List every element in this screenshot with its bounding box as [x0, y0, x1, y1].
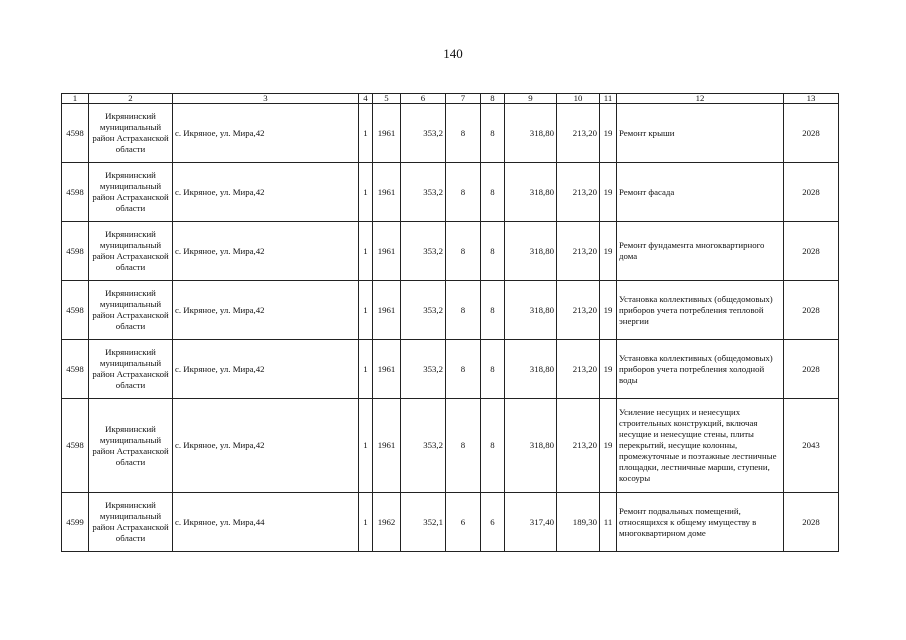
header-cell: 7	[446, 94, 481, 104]
cell-id: 4598	[62, 104, 89, 163]
cell-id: 4599	[62, 493, 89, 552]
header-cell: 10	[557, 94, 600, 104]
table-row	[62, 493, 839, 552]
cell-col4: 1	[359, 222, 373, 281]
cell-year: 1961	[373, 104, 401, 163]
cell-col7: 8	[446, 163, 481, 222]
cell-district: Икрянинский муниципальный район Астраханской области	[89, 399, 173, 493]
cell-district: Икрянинский муниципальный район Астраханской области	[89, 493, 173, 552]
cell-id: 4598	[62, 399, 89, 493]
header-cell: 8	[481, 94, 505, 104]
cell-col9: 318,80	[505, 340, 557, 399]
cell-col8: 8	[481, 222, 505, 281]
cell-plan-year: 2028	[784, 163, 839, 222]
cell-address: с. Икряное, ул. Мира,42	[173, 399, 359, 493]
table-row	[62, 222, 839, 281]
cell-work: Установка коллективных (общедомовых) приборов учета потребления холодной воды	[617, 340, 784, 399]
cell-id: 4598	[62, 163, 89, 222]
cell-id: 4598	[62, 222, 89, 281]
header-cell: 11	[600, 94, 617, 104]
cell-area: 353,2	[401, 281, 446, 340]
cell-year: 1961	[373, 340, 401, 399]
cell-col11: 19	[600, 163, 617, 222]
cell-col11: 19	[600, 399, 617, 493]
cell-plan-year: 2028	[784, 340, 839, 399]
cell-year: 1961	[373, 399, 401, 493]
cell-district: Икрянинский муниципальный район Астраханской области	[89, 281, 173, 340]
cell-col4: 1	[359, 281, 373, 340]
cell-col11: 19	[600, 104, 617, 163]
cell-area: 352,1	[401, 493, 446, 552]
cell-work: Ремонт крыши	[617, 104, 784, 163]
cell-col8: 8	[481, 399, 505, 493]
cell-col9: 318,80	[505, 163, 557, 222]
cell-col9: 318,80	[505, 222, 557, 281]
cell-year: 1961	[373, 281, 401, 340]
table-row	[62, 281, 839, 340]
cell-col8: 8	[481, 104, 505, 163]
cell-col8: 8	[481, 340, 505, 399]
cell-work: Ремонт фундамента многоквартирного дома	[617, 222, 784, 281]
cell-year: 1962	[373, 493, 401, 552]
cell-col10: 213,20	[557, 399, 600, 493]
cell-area: 353,2	[401, 163, 446, 222]
cell-id: 4598	[62, 281, 89, 340]
cell-col9: 318,80	[505, 399, 557, 493]
cell-col7: 8	[446, 222, 481, 281]
cell-district: Икрянинский муниципальный район Астраханской области	[89, 104, 173, 163]
cell-area: 353,2	[401, 104, 446, 163]
cell-col10: 189,30	[557, 493, 600, 552]
table-row	[62, 163, 839, 222]
cell-district: Икрянинский муниципальный район Астраханской области	[89, 340, 173, 399]
cell-col8: 6	[481, 493, 505, 552]
cell-col10: 213,20	[557, 281, 600, 340]
cell-address: с. Икряное, ул. Мира,42	[173, 281, 359, 340]
cell-col7: 8	[446, 104, 481, 163]
cell-col7: 6	[446, 493, 481, 552]
cell-area: 353,2	[401, 399, 446, 493]
cell-col4: 1	[359, 163, 373, 222]
header-cell: 1	[62, 94, 89, 104]
header-cell: 12	[617, 94, 784, 104]
cell-id: 4598	[62, 340, 89, 399]
cell-address: с. Икряное, ул. Мира,42	[173, 222, 359, 281]
cell-plan-year: 2028	[784, 222, 839, 281]
cell-area: 353,2	[401, 222, 446, 281]
cell-plan-year: 2043	[784, 399, 839, 493]
header-cell: 2	[89, 94, 173, 104]
header-cell: 9	[505, 94, 557, 104]
cell-col4: 1	[359, 493, 373, 552]
cell-address: с. Икряное, ул. Мира,42	[173, 340, 359, 399]
cell-col10: 213,20	[557, 340, 600, 399]
cell-col7: 8	[446, 281, 481, 340]
cell-address: с. Икряное, ул. Мира,44	[173, 493, 359, 552]
cell-col8: 8	[481, 163, 505, 222]
cell-plan-year: 2028	[784, 493, 839, 552]
header-cell: 4	[359, 94, 373, 104]
cell-year: 1961	[373, 163, 401, 222]
cell-col11: 11	[600, 493, 617, 552]
page-number: 140	[443, 46, 463, 61]
cell-col10: 213,20	[557, 104, 600, 163]
cell-work: Ремонт подвальных помещений, относящихся к общему имуществу в многоквартирном доме	[617, 493, 784, 552]
cell-address: с. Икряное, ул. Мира,42	[173, 163, 359, 222]
cell-address: с. Икряное, ул. Мира,42	[173, 104, 359, 163]
cell-district: Икрянинский муниципальный район Астраханской области	[89, 163, 173, 222]
table-row	[62, 340, 839, 399]
cell-col10: 213,20	[557, 163, 600, 222]
cell-col9: 318,80	[505, 281, 557, 340]
cell-col7: 8	[446, 340, 481, 399]
header-cell: 6	[401, 94, 446, 104]
cell-district: Икрянинский муниципальный район Астраханской области	[89, 222, 173, 281]
cell-col11: 19	[600, 222, 617, 281]
table-row	[62, 399, 839, 493]
cell-plan-year: 2028	[784, 281, 839, 340]
cell-col9: 317,40	[505, 493, 557, 552]
cell-col10: 213,20	[557, 222, 600, 281]
cell-area: 353,2	[401, 340, 446, 399]
cell-year: 1961	[373, 222, 401, 281]
capital-repair-table	[61, 93, 839, 552]
cell-col4: 1	[359, 340, 373, 399]
cell-col4: 1	[359, 104, 373, 163]
header-cell: 13	[784, 94, 839, 104]
header-cell: 5	[373, 94, 401, 104]
cell-col11: 19	[600, 281, 617, 340]
cell-col11: 19	[600, 340, 617, 399]
cell-work: Ремонт фасада	[617, 163, 784, 222]
header-row	[62, 94, 839, 104]
cell-col4: 1	[359, 399, 373, 493]
cell-plan-year: 2028	[784, 104, 839, 163]
cell-col7: 8	[446, 399, 481, 493]
header-cell: 3	[173, 94, 359, 104]
cell-col8: 8	[481, 281, 505, 340]
cell-work: Усиление несущих и ненесущих строительных конструкций, включая несущие и ненесущие стены, плиты перекрытий, несущие колонны, промежуточные и поэтажные лестничные площадки, лестничные марши, ступени, косоуры	[617, 399, 784, 493]
cell-work: Установка коллективных (общедомовых) приборов учета потребления тепловой энергии	[617, 281, 784, 340]
table-row	[62, 104, 839, 163]
cell-col9: 318,80	[505, 104, 557, 163]
